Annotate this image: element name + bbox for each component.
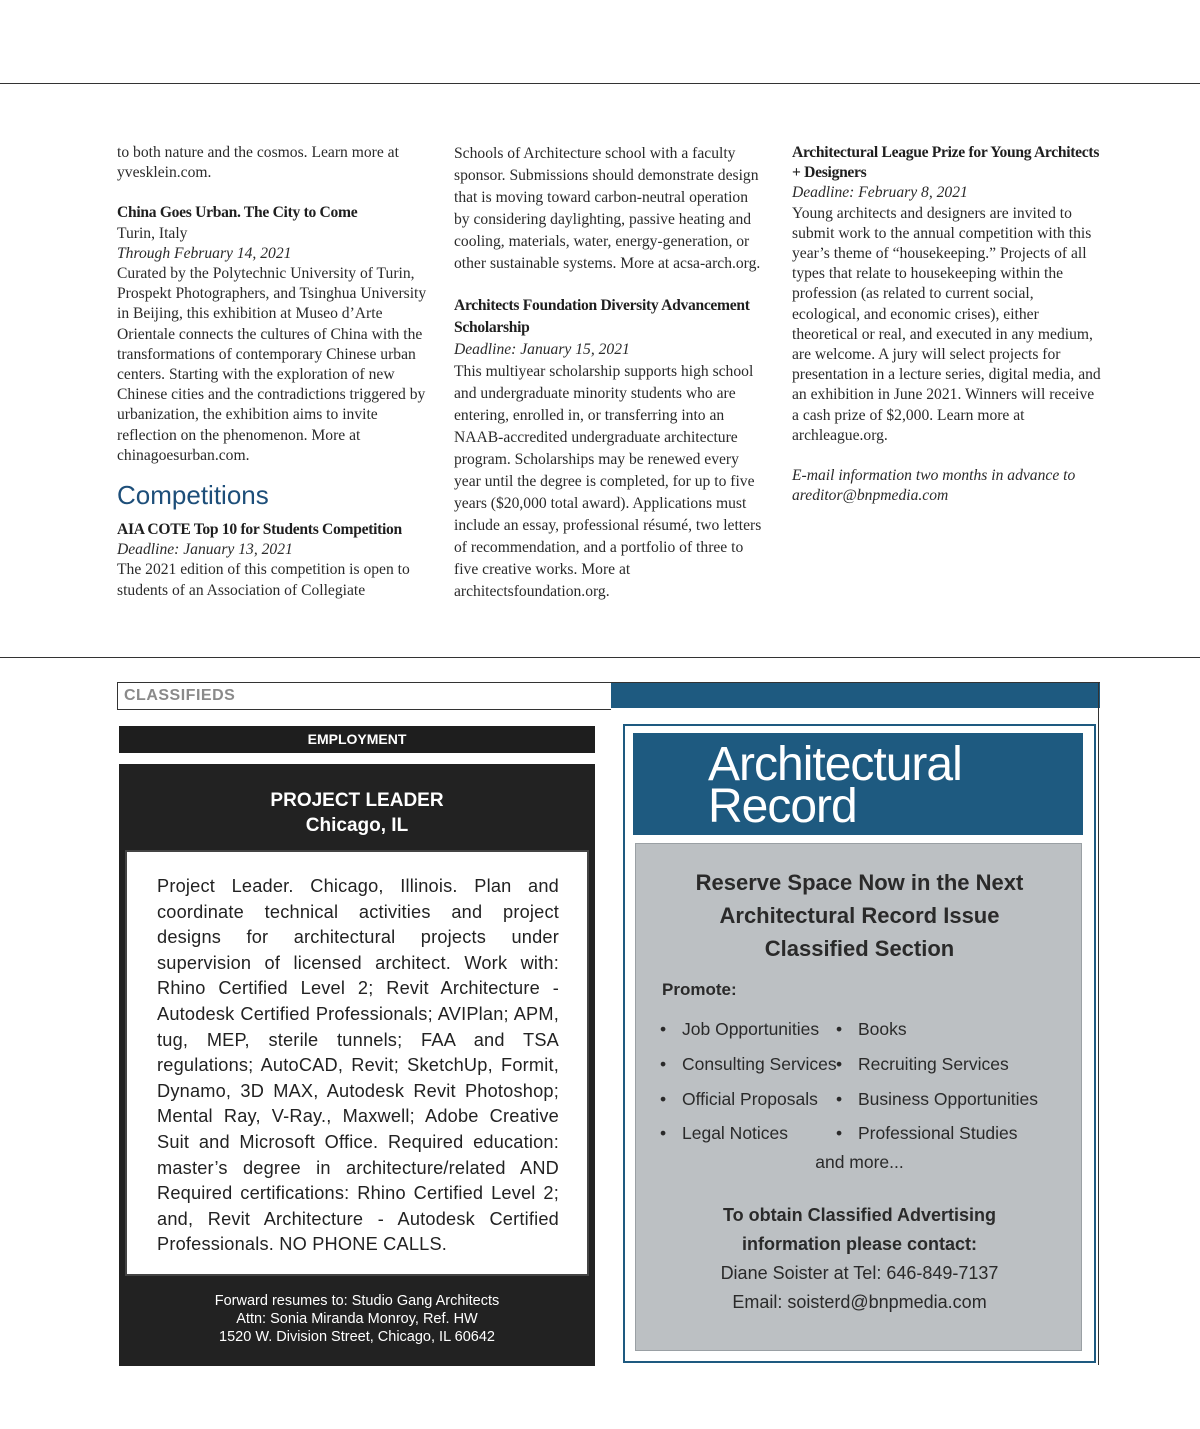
job-header	[121, 766, 593, 850]
china-entry-title: China Goes Urban. The City to Come	[117, 204, 358, 222]
ad-title-line-1: Reserve Space Now in the Next	[695, 870, 1024, 895]
aia-entry-body: The 2021 edition of this competition is open to students of an Association of Collegiate	[117, 561, 410, 599]
job-forward-line-3: 1520 W. Division Street, Chicago, IL 60642	[219, 1329, 495, 1345]
job-listing	[119, 764, 595, 1366]
logo-line-2: Record	[708, 780, 857, 833]
list-item: • Job Opportunities	[660, 1012, 837, 1047]
scholarship-entry-title: Architects Foundation Diversity Advancement Scholarship	[454, 297, 750, 336]
classifieds-right-border	[1098, 682, 1099, 1365]
competitions-heading: Competitions	[117, 480, 269, 511]
classified-ad	[623, 724, 1096, 1363]
architectural-record-logo	[633, 733, 1083, 835]
column-1	[117, 143, 427, 601]
list-item: • Books	[836, 1012, 1038, 1047]
scholarship-entry-date: Deadline: January 15, 2021	[454, 341, 630, 358]
list-item: • Professional Studies	[836, 1116, 1038, 1151]
column-2	[454, 143, 766, 603]
job-description: Project Leader. Chicago, Illinois. Plan and coordinate technical activities and project designs for architectural projects under supervision of licensed architect. Work with: Rhino Certified Level 2; Revit Architecture - Autodesk Certified Professionals; AVIPlan; APM, tug, MEP, sterile tunnels; FAA and TSA regulations; AutoCAD, Revit; SketchUp, Formit, Dynamo, 3D MAX, Autodesk Revit Photoshop; Mental Ray, V-Ray., Maxwell; Adobe Creative Suit and Microsoft Office. Required education: master’s degree in architecture/related AND Required certifications: Rhino Certified Level 2; and, Revit Architecture - Autodesk Certified Professionals. NO PHONE CALLS.	[157, 876, 559, 1255]
and-more-text: and more...	[815, 1152, 904, 1172]
list-item: • Official Proposals	[660, 1082, 837, 1117]
scholarship-entry-body: This multiyear scholarship supports high school and undergraduate minority students who are entering, enrolled in, or transferring into an NAAB-accredited undergraduate architecture program. Scholarships may be renewed every year until the degree is completed, for up to five years ($20,000 total award). Applications must include an essay, professional résumé, two letters of recommendation, and a portfolio of three to five creative works. More at architectsfoundation.org.	[454, 363, 762, 600]
contact-line-2: information please contact:	[741, 1234, 978, 1254]
intro-text: to both nature and the cosmos. Learn more at yvesklein.com.	[117, 144, 399, 182]
aia-entry-title: AIA COTE Top 10 for Students Competition	[117, 521, 402, 539]
ad-title	[636, 866, 1083, 965]
promote-label: Promote:	[662, 980, 737, 999]
employment-label: EMPLOYMENT	[119, 726, 595, 753]
china-entry-location: Turin, Italy	[117, 224, 188, 242]
contact-email: Email: soisterd@bnpmedia.com	[732, 1292, 987, 1312]
job-contact	[121, 1292, 593, 1346]
list-item: • Recruiting Services	[836, 1047, 1038, 1082]
email-note: E-mail information two months in advance to areditor@bnpmedia.com	[792, 467, 1076, 505]
logo-line-1: Architectural	[708, 738, 962, 791]
top-rule	[0, 83, 1200, 84]
ad-panel	[635, 843, 1082, 1351]
classifieds-label: CLASSIFIEDS	[117, 682, 611, 710]
classifieds-accent-bar	[611, 682, 1100, 708]
list-item: • Consulting Services	[660, 1047, 837, 1082]
job-forward-line-2: Attn: Sonia Miranda Monroy, Ref. HW	[236, 1311, 478, 1327]
job-forward-line-1: Forward resumes to: Studio Gang Architects	[214, 1293, 500, 1309]
league-entry-title: Architectural League Prize for Young Architects + Designers	[792, 144, 1100, 182]
contact-line-1: To obtain Classified Advertising	[722, 1205, 997, 1225]
contact-phone: Diane Soister at Tel: 646-849-7137	[720, 1263, 999, 1283]
job-location: Chicago, IL	[305, 815, 409, 836]
aia-entry-date: Deadline: January 13, 2021	[117, 541, 293, 559]
classifieds-header	[117, 682, 1100, 710]
aia-continued-text: Schools of Architecture school with a faculty sponsor. Submissions should demonstrate design that is moving toward carbon-neutral operation by considering daylighting, passive heating and cooling, materials, water, energy-generation, or other sustainable systems. More at acsa-arch.org.	[454, 145, 761, 272]
list-item: • Legal Notices	[660, 1116, 837, 1151]
column-3	[792, 143, 1104, 506]
league-entry-date: Deadline: February 8, 2021	[792, 184, 968, 202]
ad-title-line-3: Classified Section	[764, 936, 955, 961]
job-description-box	[125, 850, 589, 1276]
list-item: • Business Opportunities	[836, 1082, 1038, 1117]
china-entry-date: Through February 14, 2021	[117, 244, 292, 262]
ad-title-line-2: Architectural Record Issue	[719, 903, 1000, 928]
job-title: PROJECT LEADER	[270, 790, 444, 811]
league-entry-body: Young architects and designers are invited to submit work to the annual competition with this year’s theme of “housekeeping.” Projects of all types that relate to housekeeping within the profession (as related to current social, ecological, and economic crises), either theoretical or real, and executed in any medium, are welcome. A jury will select projects for presentation in a lecture series, digital media, and an exhibition in June 2021. Winners will receive a cash prize of $2,000. Learn more at archleague.org.	[792, 204, 1101, 444]
promote-list-right	[836, 1012, 1038, 1151]
china-entry-body: Curated by the Polytechnic University of Turin, Prospekt Photographers, and Tsinghua University in Beijing, this exhibition at Museo d’Arte Orientale connects the cultures of China with the transformations of contemporary Chinese urban centers. Starting with the exploration of new Chinese cities and the contradictions triggered by urbanization, the exhibition aims to invite reflection on the phenomenon. More at chinagoesurban.com.	[117, 265, 427, 464]
ad-contact	[636, 1201, 1083, 1317]
middle-rule	[0, 657, 1200, 658]
promote-list-left	[660, 1012, 837, 1151]
